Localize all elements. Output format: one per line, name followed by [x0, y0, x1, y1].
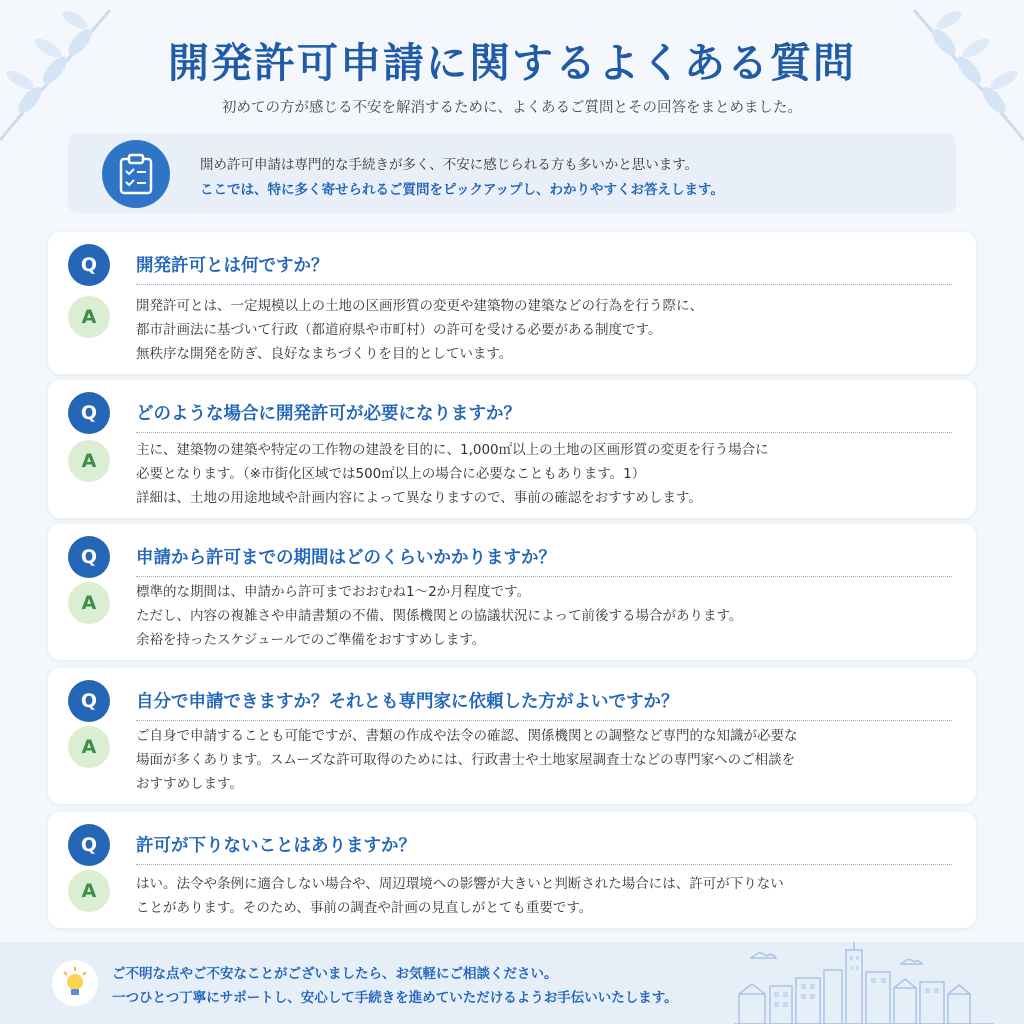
footer-banner — [0, 942, 1024, 1024]
intro-box — [68, 133, 956, 213]
faq-question: 申請から許可までの期間はどのくらいかかりますか？ — [136, 548, 556, 568]
faq-divider — [136, 576, 952, 577]
answer-line: 標準的な期間は、申請から許可までおおむね1～2か月程度です。 — [136, 584, 531, 600]
question-badge: Q — [68, 824, 110, 866]
faq-divider — [136, 284, 952, 285]
answer-line: 場面が多くあります。スムーズな許可取得のためには、行政書士や土地家屋調査士などの専門家へのご相談を — [136, 752, 796, 768]
faq-answer — [136, 438, 952, 510]
answer-line: 必要となります。（※市街化区域では500㎡以上の場合に必要なこともあります。1） — [136, 466, 646, 482]
question-badge: Q — [68, 392, 110, 434]
answer-line: ご自身で申請することも可能ですが、書類の作成や法令の確認、関係機関との調整など専門的な知識が必要な — [136, 728, 798, 744]
answer-line: 都市計画法に基づいて行政（都道府県や市町村）の許可を受ける必要がある制度です。 — [136, 322, 662, 338]
townscape-illustration — [734, 942, 994, 1024]
clipboard-checklist-icon — [102, 140, 170, 208]
answer-line: 主に、建築物の建築や特定の工作物の建設を目的に、1,000㎡以上の土地の区画形質の変更を行う場合に — [136, 442, 769, 458]
answer-line: 開発許可とは、一定規模以上の土地の区画形質の変更や建築物の建築などの行為を行う際に、 — [136, 298, 703, 314]
faq-question: 開発許可とは何ですか？ — [136, 256, 329, 276]
faq-question: どのような場合に開発許可が必要になりますか？ — [136, 404, 521, 424]
page-title: 開発許可申請に関するよくある質問 — [168, 39, 856, 87]
faq-divider — [136, 864, 952, 865]
answer-line: はい。法令や条例に適合しない場合や、周辺環境への影響が大きいと判断された場合には、許可が下りない — [136, 876, 784, 892]
faq-card — [48, 668, 976, 804]
answer-badge: A — [68, 296, 110, 338]
answer-badge: A — [68, 582, 110, 624]
faq-divider — [136, 720, 952, 721]
footer-text-line1: ご不明な点やご不安なことがございましたら、お気軽にご相談ください。 — [112, 966, 558, 982]
answer-line: ただし、内容の複雑さや申請書類の不備、関係機関との協議状況によって前後する場合があります。 — [136, 608, 743, 624]
answer-badge: A — [68, 870, 110, 912]
answer-line: 詳細は、土地の用途地域や計画内容によって異なりますので、事前の確認をおすすめします。 — [136, 490, 702, 506]
answer-line: 無秩序な開発を防ぎ、良好なまちづくりを目的としています。 — [136, 346, 513, 362]
intro-text-line1: 開め許可申請は専門的な手続きが多く、不安に感じられる方も多いかと思います。 — [200, 157, 699, 173]
faq-card — [48, 380, 976, 518]
faq-answer — [136, 580, 952, 652]
question-badge: Q — [68, 536, 110, 578]
faq-divider — [136, 432, 952, 433]
question-badge: Q — [68, 680, 110, 722]
answer-badge: A — [68, 726, 110, 768]
faq-card — [48, 524, 976, 660]
answer-badge: A — [68, 440, 110, 482]
page-subtitle: 初めての方が感じる不安を解消するために、よくあるご質問とその回答をまとめました。 — [222, 100, 802, 116]
faq-card — [48, 232, 976, 374]
faq-card — [48, 812, 976, 928]
faq-answer — [136, 872, 952, 920]
answer-line: 余裕を持ったスケジュールでのご準備をおすすめします。 — [136, 632, 486, 648]
question-badge: Q — [68, 244, 110, 286]
faq-answer — [136, 724, 952, 796]
answer-line: おすすめします。 — [136, 776, 244, 792]
faq-question: 許可が下りないことはありますか？ — [136, 836, 416, 856]
intro-text-line2: ここでは、特に多く寄せられるご質問をピックアップし、わかりやすくお答えします。 — [200, 182, 724, 198]
footer-text-line2: 一つひとつ丁寧にサポートし、安心して手続きを進めていただけるようお手伝いいたします。 — [112, 990, 678, 1006]
answer-line: ことがあります。そのため、事前の調査や計画の見直しがとても重要です。 — [136, 900, 593, 916]
faq-answer — [136, 294, 952, 366]
faq-question: 自分で申請できますか？それとも専門家に依頼した方がよいですか？ — [136, 692, 679, 712]
lightbulb-icon — [52, 960, 98, 1006]
